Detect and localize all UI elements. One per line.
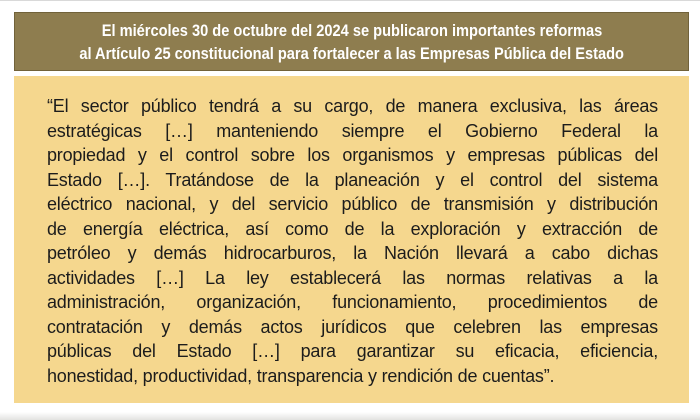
quote-line: eléctrico nacional, y del servicio público de transmisión y distribución (47, 194, 658, 214)
top-border-line (0, 0, 700, 1)
quote-line: propiedad y el control sobre los organismos y empresas públicas del (47, 145, 658, 165)
quote-line: “El sector público tendrá a su cargo, de manera exclusiva, las áreas (47, 96, 658, 116)
quote-line: actividades […] La ley establecerá las normas relativas a la (47, 267, 658, 288)
quote-line: Estado […]. Tratándose de la planeación y el control del sistema (47, 169, 658, 190)
quote-line: de energía eléctrica, así como de la exploración y extracción de (47, 218, 658, 239)
quote-line: públicas del Estado […] para garantizar su eficacia, eficiencia, (47, 341, 658, 361)
header-line-2: al Artículo 25 constitucional para fortalecer a las Empresas Pública del Estado (79, 43, 624, 63)
header-line-1: El miércoles 30 de octubre del 2024 se publicaron importantes reformas (101, 20, 602, 40)
quote-line: contratación y demás actos jurídicos que celebren las empresas (47, 316, 658, 337)
quote-line: petróleo y demás hidrocarburos, la Nación llevará a cabo dichas (47, 243, 658, 263)
quote-text (47, 94, 658, 388)
bottom-border-shadow (0, 412, 700, 420)
quote-line: honestidad, productividad, transparencia y rendición de cuentas”. (47, 365, 555, 386)
header-banner (14, 12, 689, 71)
quote-box (14, 76, 689, 403)
quote-line: administración, organización, funcionamiento, procedimientos de (47, 292, 658, 312)
quote-line: estratégicas […] manteniendo siempre el Gobierno Federal la (47, 120, 658, 141)
